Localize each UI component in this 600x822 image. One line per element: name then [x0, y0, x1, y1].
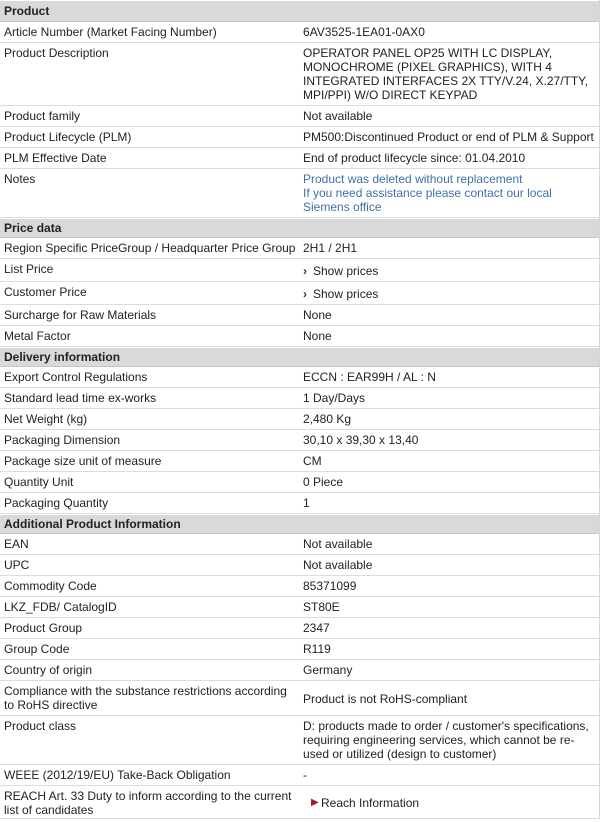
row-catalog-id: [0, 597, 599, 618]
row-label: Region Specific PriceGroup / Headquarter Price Group: [4, 241, 296, 255]
row-label: Commodity Code: [4, 579, 97, 593]
row-label: Product family: [4, 109, 81, 123]
row-label: Group Code: [4, 642, 70, 656]
row-label: Customer Price: [4, 285, 87, 299]
row-quantity-unit: [0, 472, 599, 493]
row-value: 30,10 x 39,30 x 13,40: [303, 433, 419, 447]
label-line: list of candidates: [4, 803, 94, 817]
row-commodity-code: [0, 576, 599, 597]
row-value: -: [303, 768, 307, 782]
row-value: 6AV3525-1EA01-0AX0: [303, 25, 425, 39]
show-prices-label: Show prices: [313, 263, 379, 278]
row-product-family: [0, 106, 599, 127]
row-label: Packaging Quantity: [4, 496, 109, 510]
row-packaging-quantity: [0, 493, 599, 514]
row-label: List Price: [4, 262, 54, 276]
row-group-code: [0, 639, 599, 660]
row-value: ECCN : EAR99H / AL : N: [303, 370, 436, 384]
row-product-description: [0, 43, 599, 106]
row-plm-date: [0, 148, 599, 169]
row-value: [300, 43, 599, 105]
row-value: None: [303, 308, 332, 322]
reach-information-label: Reach Information: [321, 795, 420, 810]
chevron-right-icon: ›: [303, 263, 307, 278]
note-link[interactable]: Product was deleted without replacement: [303, 172, 523, 186]
row-surcharge: [0, 305, 599, 326]
section-header-price: [0, 218, 599, 238]
row-label: Notes: [4, 172, 36, 186]
row-notes: [0, 169, 599, 218]
row-value: 0 Piece: [303, 475, 344, 489]
section-header-additional: [0, 514, 599, 534]
row-label: Packaging Dimension: [4, 433, 121, 447]
row-label: Surcharge for Raw Materials: [4, 308, 157, 322]
row-country-of-origin: [0, 660, 599, 681]
row-product-group: [0, 618, 599, 639]
row-label: EAN: [4, 537, 29, 551]
row-value: Product is not RoHS-compliant: [303, 691, 468, 706]
row-package-size-unit: [0, 451, 599, 472]
class-line: D: products made to order / customer's specifications,: [303, 719, 589, 733]
row-label: PLM Effective Date: [4, 151, 107, 165]
row-value: 2H1 / 2H1: [303, 241, 358, 255]
row-label: Country of origin: [4, 663, 93, 677]
row-value: Germany: [303, 663, 353, 677]
label-line: Compliance with the substance restrictions according: [4, 684, 287, 698]
row-value: CM: [303, 454, 322, 468]
row-region-price-group: [0, 238, 599, 259]
description-line: INTEGRATED INTERFACES 2X TTY/V.24, X.27/TTY,: [303, 74, 588, 88]
row-customer-price: [0, 282, 599, 305]
row-label: [0, 681, 300, 715]
row-label: Export Control Regulations: [4, 370, 148, 384]
row-value: [300, 716, 599, 764]
class-line: used or utilized (design to customer): [303, 747, 497, 761]
row-value: 2347: [303, 621, 330, 635]
row-value: Not available: [303, 109, 373, 123]
section-header-product: [0, 0, 599, 22]
section-title: Price data: [4, 221, 62, 235]
row-label: Standard lead time ex-works: [4, 391, 157, 405]
row-value: None: [303, 329, 332, 343]
row-value: R119: [303, 642, 331, 656]
row-label: LKZ_FDB/ CatalogID: [4, 600, 117, 614]
row-list-price: [0, 259, 599, 282]
row-label: Product Group: [4, 621, 83, 635]
description-line: OPERATOR PANEL OP25 WITH LC DISPLAY,: [303, 46, 553, 60]
row-packaging-dimension: [0, 430, 599, 451]
description-line: MPI/PPI) W/O DIRECT KEYPAD: [303, 88, 478, 102]
note-link[interactable]: If you need assistance please contact our local: [303, 186, 552, 200]
row-value: 2,480 Kg: [303, 412, 352, 426]
row-value: ST80E: [303, 600, 340, 614]
row-metal-factor: [0, 326, 599, 347]
row-lead-time: [0, 388, 599, 409]
row-net-weight: [0, 409, 599, 430]
row-value: Not available: [303, 537, 373, 551]
section-title: Product: [4, 4, 50, 18]
row-export-control: [0, 367, 599, 388]
row-reach: [0, 786, 599, 819]
row-value: 85371099: [303, 579, 357, 593]
description-line: MONOCHROME (PIXEL GRAPHICS), WITH 4: [303, 60, 552, 74]
row-label: Metal Factor: [4, 329, 71, 343]
label-line: to RoHS directive: [4, 698, 98, 712]
row-ean: [0, 534, 599, 555]
section-header-delivery: [0, 347, 599, 367]
row-label: Product Description: [4, 46, 109, 60]
row-value: 1 Day/Days: [303, 391, 366, 405]
row-label: Product Lifecycle (PLM): [4, 130, 132, 144]
row-label: Net Weight (kg): [4, 412, 88, 426]
triangle-right-icon: ▶: [311, 796, 319, 808]
row-product-class: [0, 716, 599, 765]
row-upc: [0, 555, 599, 576]
class-line: requiring engineering services, which cannot be re-: [303, 733, 575, 747]
row-rohs-compliance: [0, 681, 599, 716]
row-value: [300, 169, 599, 217]
row-value: PM500:Discontinued Product or end of PLM & Support: [303, 130, 594, 144]
label-line: REACH Art. 33 Duty to inform according to the current: [4, 789, 292, 803]
row-label: UPC: [4, 558, 30, 572]
show-prices-link[interactable]: [300, 282, 599, 304]
reach-information-link[interactable]: [300, 786, 599, 818]
row-label: Quantity Unit: [4, 475, 74, 489]
row-label: [0, 786, 300, 818]
row-label: Article Number (Market Facing Number): [4, 25, 217, 39]
chevron-right-icon: ›: [303, 286, 307, 301]
note-link[interactable]: Siemens office: [303, 200, 382, 214]
row-article-number: [0, 22, 599, 43]
row-value: Not available: [303, 558, 373, 572]
row-label: WEEE (2012/19/EU) Take-Back Obligation: [4, 768, 231, 782]
row-value: End of product lifecycle since: 01.04.2010: [303, 151, 526, 165]
row-label: Product class: [4, 719, 77, 733]
show-prices-link[interactable]: [300, 259, 599, 281]
section-title: Delivery information: [4, 350, 121, 364]
row-value: 1: [303, 496, 310, 510]
show-prices-label: Show prices: [313, 286, 379, 301]
row-label: Package size unit of measure: [4, 454, 162, 468]
row-product-lifecycle: [0, 127, 599, 148]
row-weee: [0, 765, 599, 786]
section-title: Additional Product Information: [4, 517, 181, 531]
